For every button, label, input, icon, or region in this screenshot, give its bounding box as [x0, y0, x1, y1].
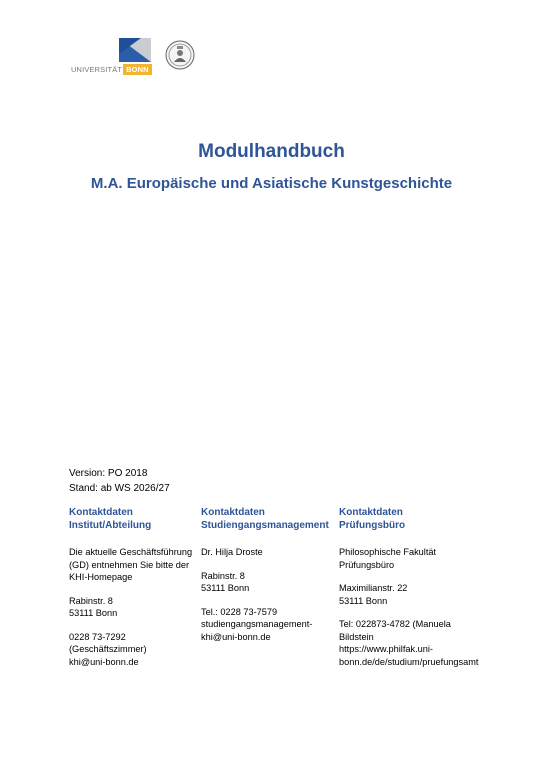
contact-line: Die aktuelle Geschäftsführung [69, 547, 193, 557]
contact-line: (Geschäftszimmer) [69, 644, 147, 654]
logo-mark-icon [119, 38, 151, 62]
contact-line: Tel: 022873-4782 (Manuela [339, 619, 451, 629]
contact-line: Prüfungsbüro [339, 559, 395, 570]
column-heading-line: Studiengangsmanagement [201, 520, 329, 531]
contact-line: Bildstein [339, 631, 374, 642]
column-heading [201, 506, 335, 532]
university-seal-icon [165, 40, 195, 70]
contact-line: Dr. Hilja Droste [201, 547, 263, 557]
contact-block [69, 631, 197, 669]
contact-url: bonn.de/de/studium/pruefungsamt [339, 656, 479, 667]
logo-bonn-text: BONN [123, 64, 152, 75]
contact-block [201, 570, 335, 595]
contact-line: (GD) entnehmen Sie bitte der [69, 559, 190, 570]
contact-email: khi@uni-bonn.de [69, 656, 139, 667]
contact-line: 53111 Bonn [69, 608, 118, 618]
contact-block [201, 606, 335, 644]
contact-line: 0228 73-7292 [69, 631, 126, 642]
document-title: Modulhandbuch [198, 141, 345, 162]
contact-email: studiengangsmanagement- [201, 619, 313, 629]
contact-block [69, 546, 197, 584]
contact-block [69, 595, 197, 620]
contact-line: Philosophische Fakultät [339, 547, 437, 557]
contact-column-studiengangsmanagement [201, 506, 335, 654]
contact-line: Rabinstr. 8 [201, 570, 245, 581]
column-heading-line: Kontaktdaten [69, 507, 133, 518]
contact-block [339, 582, 499, 607]
logo-wordmark [71, 64, 152, 75]
stand-line: Stand: ab WS 2026/27 [69, 483, 170, 494]
contact-column-pruefungsbuero [339, 506, 499, 679]
column-heading-line: Prüfungsbüro [339, 520, 406, 531]
contact-line: 53111 Bonn [201, 583, 250, 593]
logo-university-text: UNIVERSITÄT [71, 65, 123, 74]
contact-line: Maximilianstr. 22 [339, 583, 408, 593]
contact-block [201, 546, 335, 559]
column-heading [339, 506, 499, 532]
column-heading-line: Institut/Abteilung [69, 520, 152, 531]
contact-block [339, 546, 499, 571]
contact-line: Tel.: 0228 73-7579 [201, 606, 278, 617]
document-subtitle: M.A. Europäische und Asiatische Kunstgeschichte [90, 175, 453, 192]
contact-block [339, 618, 499, 668]
version-line: Version: PO 2018 [69, 468, 148, 479]
contact-line: 53111 Bonn [339, 595, 388, 606]
contact-url: https://www.philfak.uni- [339, 644, 433, 654]
column-heading-line: Kontaktdaten [201, 507, 265, 518]
contact-line: Rabinstr. 8 [69, 595, 113, 606]
contact-column-institut [69, 506, 197, 679]
contact-email: khi@uni-bonn.de [201, 631, 271, 642]
version-info [69, 466, 170, 496]
column-heading [69, 506, 197, 532]
contact-line: KHI-Homepage [69, 572, 133, 582]
column-heading-line: Kontaktdaten [339, 507, 403, 518]
